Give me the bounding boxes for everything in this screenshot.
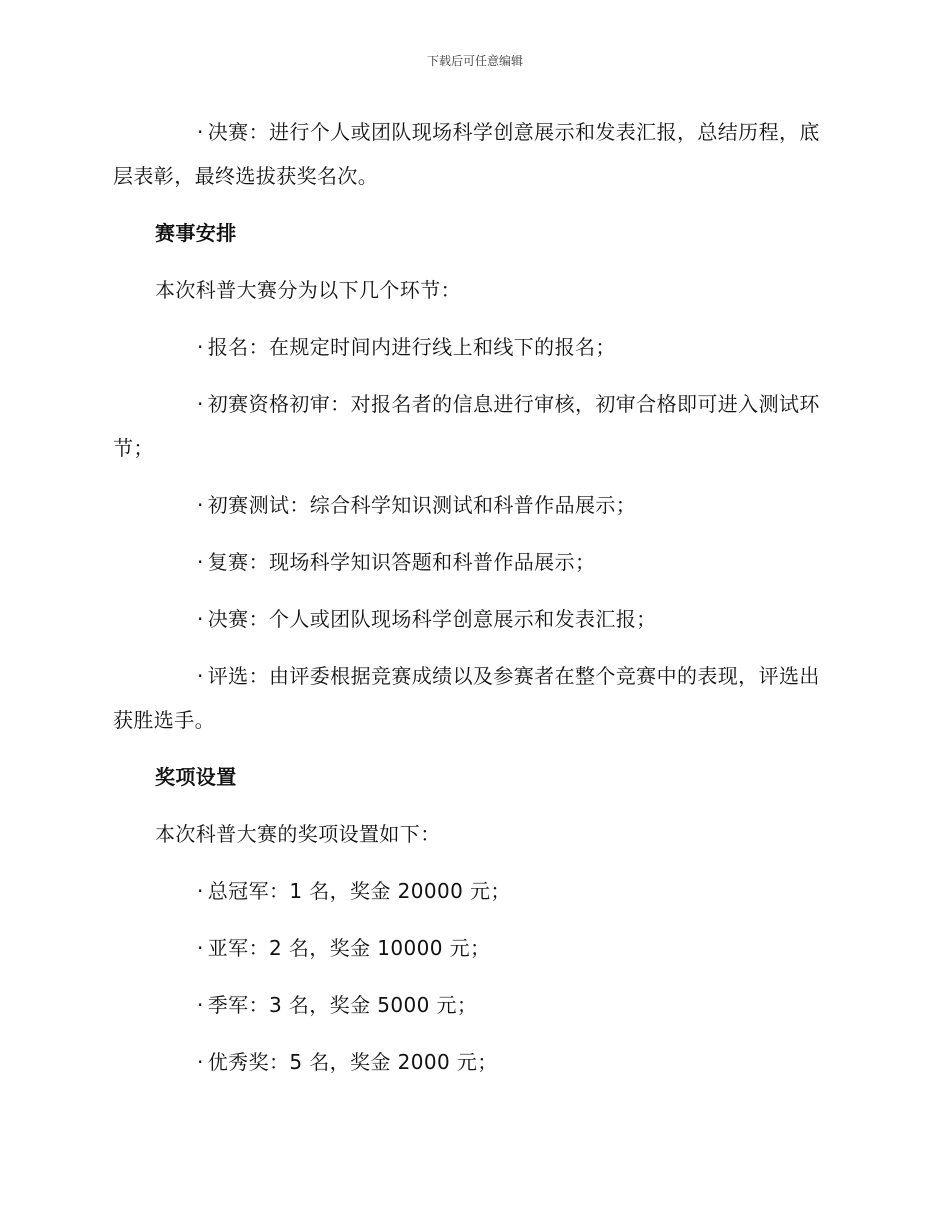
bullet-label: 亚军 [207, 936, 249, 960]
bullet-excellence-award [113, 1040, 825, 1084]
bullet-icon: · [197, 993, 204, 1017]
bullet-label: 优秀奖 [207, 1050, 269, 1074]
colon: ： [330, 392, 351, 416]
document-body [113, 110, 825, 1084]
bullet-icon: · [197, 335, 204, 359]
bullet-preliminary-test [113, 483, 825, 527]
colon: ： [248, 936, 269, 960]
bullet-text: 2 名，奖金 10000 元； [268, 936, 491, 960]
bullet-text: 3 名，奖金 5000 元； [268, 993, 478, 1017]
page-header: 下载后可任意编辑 [426, 54, 523, 68]
bullet-icon: · [197, 936, 204, 960]
paragraph-awards-intro: 本次科普大赛的奖项设置如下： [155, 822, 441, 846]
colon: ： [248, 120, 269, 144]
bullet-text: 个人或团队现场科学创意展示和发表汇报； [268, 607, 657, 631]
bullet-text: 进行个人或团队现场科学创意展示和发表汇报，总结历程，底层表彰，最终选拔获奖名次。 [113, 120, 820, 188]
bullet-registration [113, 325, 825, 369]
bullet-text: 现场科学知识答题和科普作品展示； [268, 550, 596, 574]
colon: ： [248, 607, 269, 631]
section-heading-awards: 奖项设置 [155, 765, 237, 789]
bullet-preliminary-review [113, 382, 825, 470]
bullet-text: 1 名，奖金 20000 元； [289, 879, 511, 903]
section-heading-schedule: 赛事安排 [155, 221, 237, 245]
bullet-icon: · [197, 120, 204, 144]
bullet-text: 在规定时间内进行线上和线下的报名； [268, 335, 616, 359]
bullet-label: 评选 [207, 664, 249, 688]
bullet-icon: · [197, 664, 204, 688]
bullet-runner-up [113, 926, 825, 970]
bullet-champion [113, 869, 825, 913]
bullet-text: 综合科学知识测试和科普作品展示； [309, 493, 637, 517]
bullet-label: 复赛 [207, 550, 249, 574]
bullet-selection [113, 654, 825, 742]
bullet-final-round [113, 110, 825, 198]
bullet-label: 初赛测试 [207, 493, 290, 517]
bullet-label: 总冠军 [207, 879, 269, 903]
colon: ： [248, 335, 269, 359]
bullet-label: 决赛 [207, 120, 249, 144]
bullet-text: 对报名者的信息进行审核，初审合格即可进入测试环节； [113, 392, 820, 460]
bullet-icon: · [197, 550, 204, 574]
bullet-icon: · [197, 607, 204, 631]
bullet-label: 季军 [207, 993, 249, 1017]
colon: ： [248, 550, 269, 574]
bullet-semifinal [113, 540, 825, 584]
bullet-label: 初赛资格初审 [207, 392, 331, 416]
bullet-icon: · [197, 493, 204, 517]
colon: ： [289, 493, 310, 517]
bullet-icon: · [197, 392, 204, 416]
bullet-third-place [113, 983, 825, 1027]
colon: ： [268, 1050, 290, 1074]
colon: ： [248, 993, 269, 1017]
bullet-label: 报名 [207, 335, 249, 359]
bullet-text: 5 名，奖金 2000 元； [289, 1050, 498, 1074]
bullet-text: 由评委根据竞赛成绩以及参赛者在整个竞赛中的表现，评选出获胜选手。 [113, 664, 820, 732]
colon: ： [248, 664, 269, 688]
paragraph-schedule-intro: 本次科普大赛分为以下几个环节： [155, 278, 461, 302]
bullet-icon: · [197, 879, 204, 903]
colon: ： [268, 879, 290, 903]
bullet-label: 决赛 [207, 607, 249, 631]
bullet-final [113, 597, 825, 641]
bullet-icon: · [197, 1050, 204, 1074]
